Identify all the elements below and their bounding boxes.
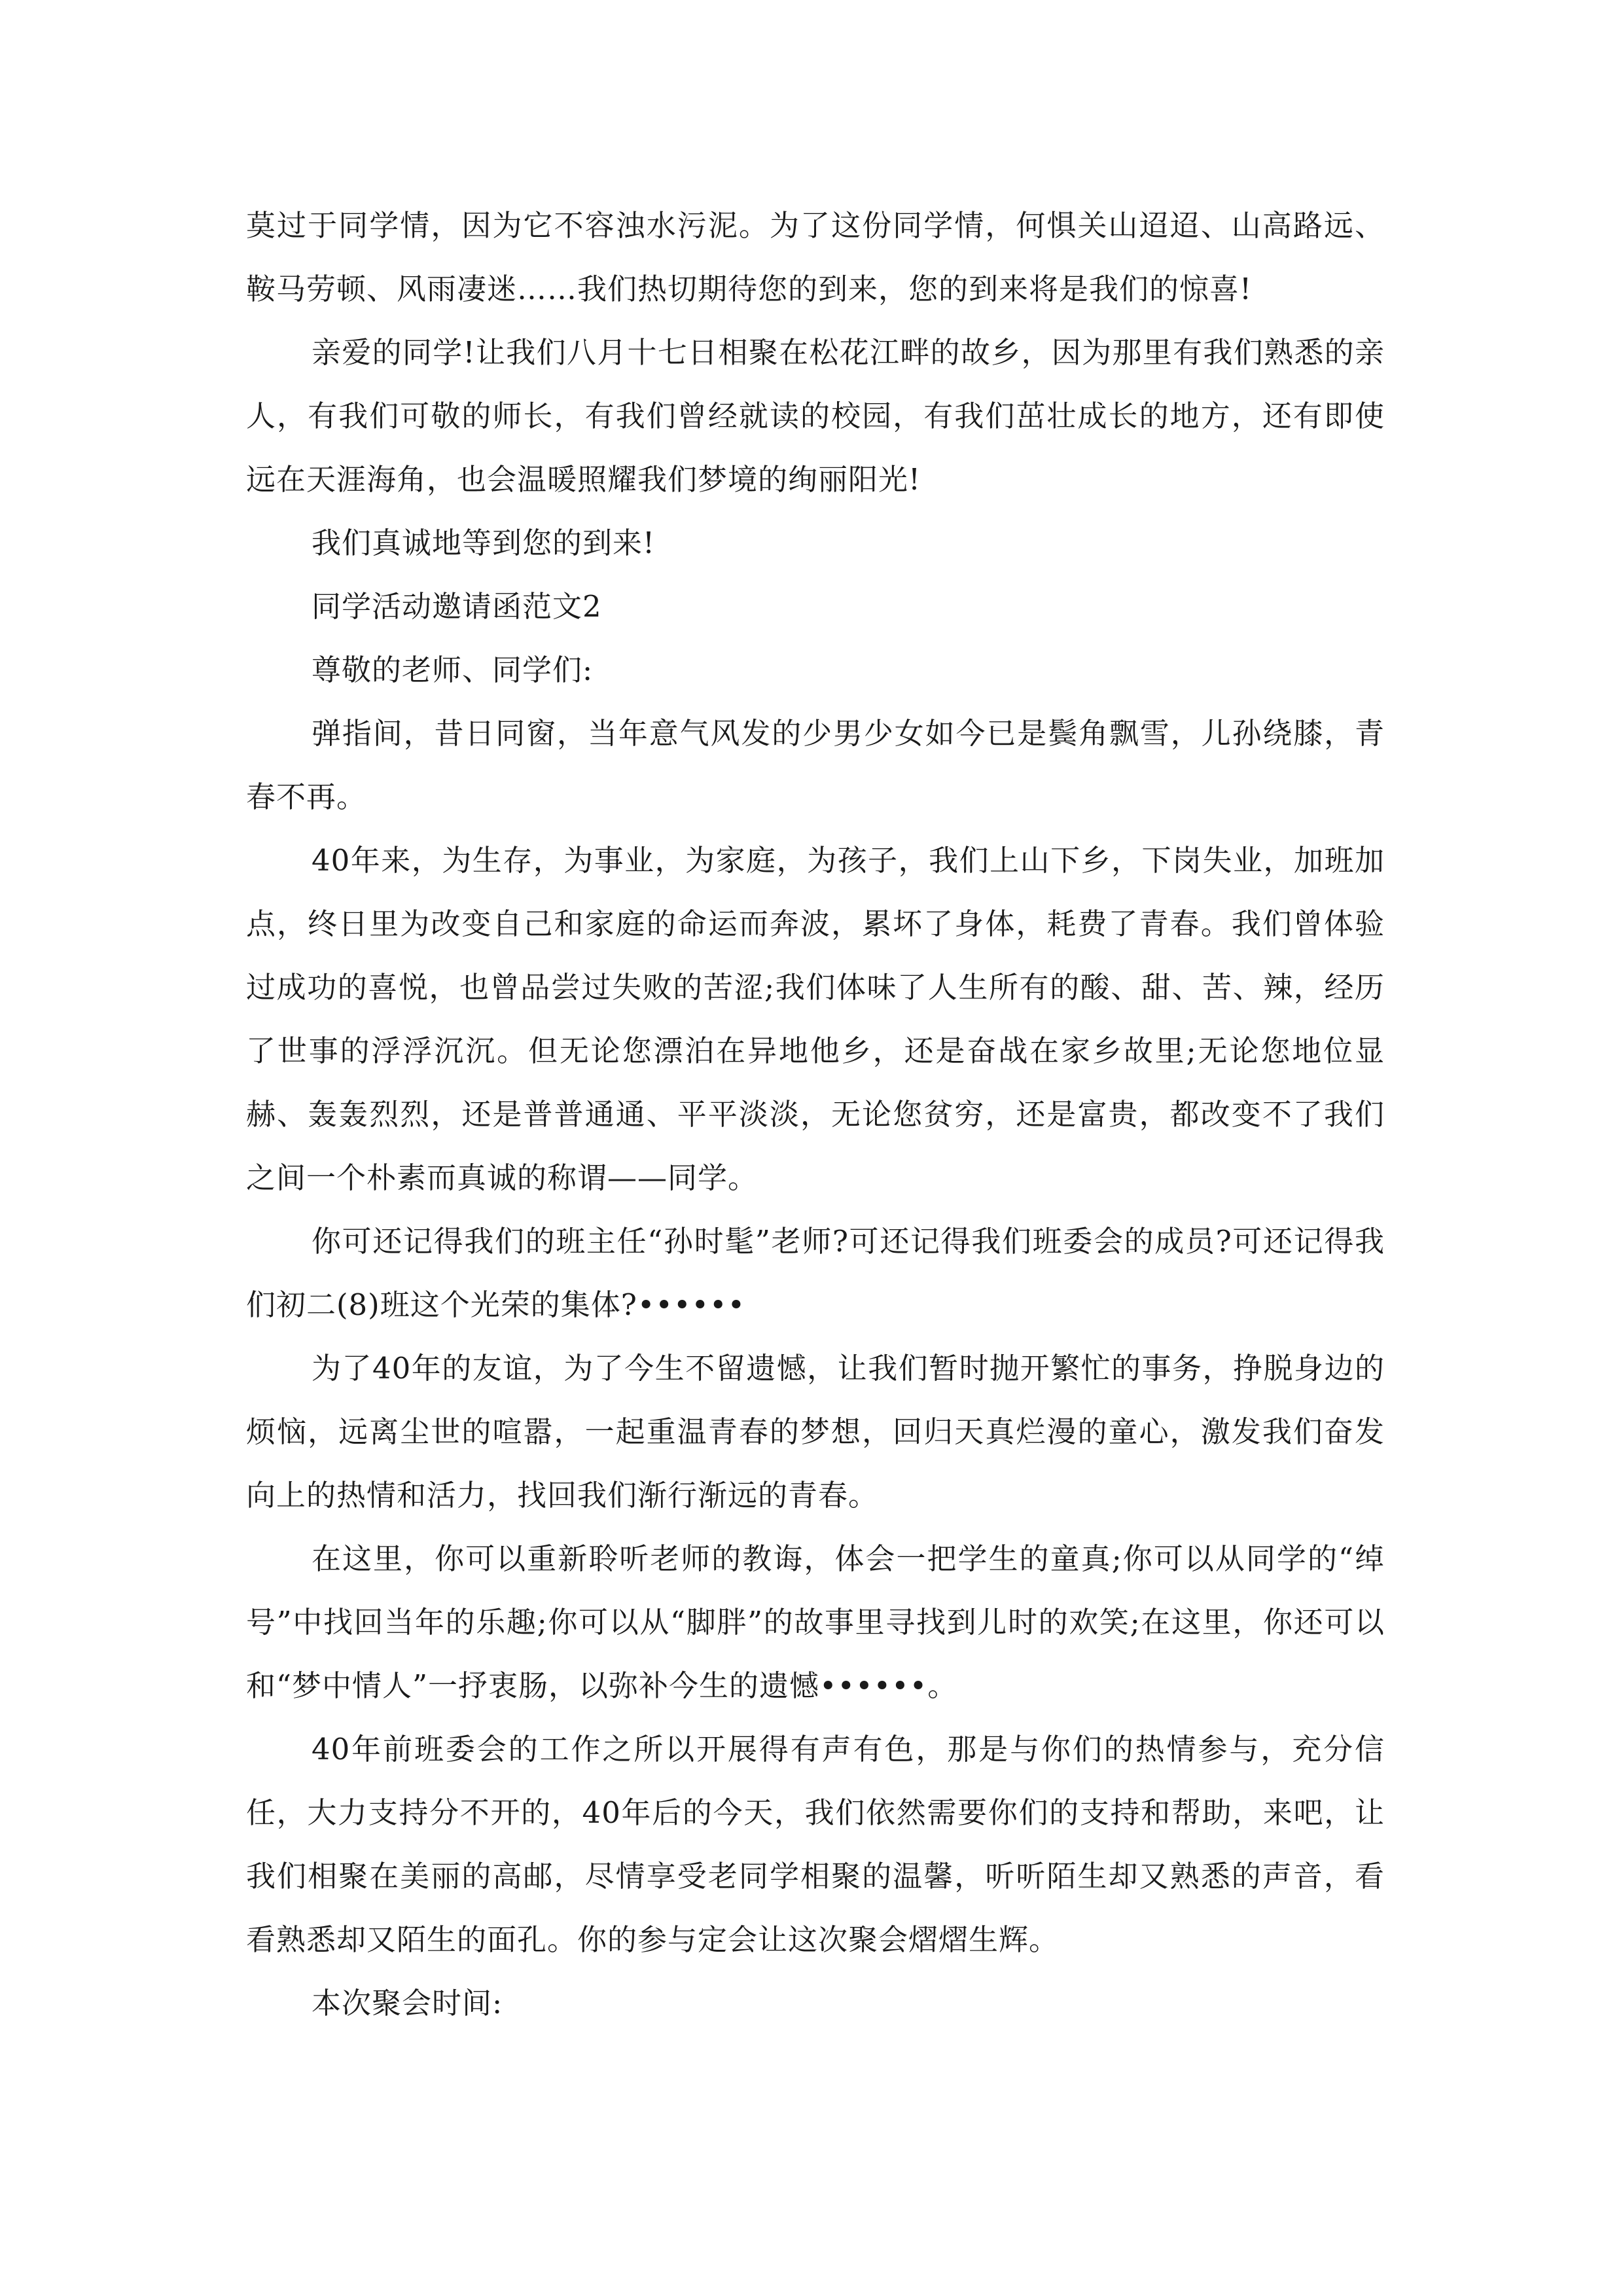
salutation: 尊敬的老师、同学们: xyxy=(312,653,594,687)
document-body xyxy=(246,194,1385,2035)
paragraph-forty-years: 40年来，为生存，为事业，为家庭，为孩子，我们上山下乡，下岗失业，加班加点，终日里为改变自己和家庭的命运而奔波，累坏了身体，耗费了青春。我们曾体验过成功的喜悦，也曾品尝过失败的苦涩;我们体味了人生所有的酸、甜、苦、辣，经历了世事的浮浮沉沉。但无论您漂泊在异地他乡，还是奋战在家乡故里;无论您地位显赫、轰轰烈烈，还是普普通通、平平淡淡，无论您贫穷，还是富贵，都改变不了我们之间一个朴素而真诚的称谓——同学。 xyxy=(246,843,1385,1195)
paragraph-sincere-wait: 我们真诚地等到您的到来! xyxy=(312,526,656,560)
paragraph-committee: 40年前班委会的工作之所以开展得有声有色，那是与你们的热情参与，充分信任，大力支持分不开的，40年后的今天，我们依然需要你们的支持和帮助，来吧，让我们相聚在美丽的高邮，尽情享受老同学相聚的温馨，听听陌生却又熟悉的声音，看看熟悉却又陌生的面孔。你的参与定会让这次聚会熠熠生辉。 xyxy=(246,1732,1385,1957)
section-heading-sample-2: 同学活动邀请函范文2 xyxy=(312,589,602,624)
paragraph-time-flies: 弹指间，昔日同窗，当年意气风发的少男少女如今已是鬓角飘雪，儿孙绕膝，青春不再。 xyxy=(246,716,1385,814)
paragraph-friendship: 为了40年的友谊，为了今生不留遗憾，让我们暂时抛开繁忙的事务，挣脱身边的烦恼，远离尘世的喧嚣，一起重温青春的梦想，回归天真烂漫的童心，激发我们奋发向上的热情和活力，找回我们渐行渐远的青春。 xyxy=(246,1351,1385,1513)
paragraph-remember-teacher: 你可还记得我们的班主任“孙时髦”老师?可还记得我们班委会的成员?可还记得我们初二(8)班这个光荣的集体?•••••• xyxy=(246,1224,1385,1322)
paragraph-reunion-time: 本次聚会时间: xyxy=(312,1986,503,2020)
paragraph-continued: 莫过于同学情，因为它不容浊水污泥。为了这份同学情，何惧关山迢迢、山高路远、鞍马劳顿、风雨凄迷……我们热切期待您的到来，您的到来将是我们的惊喜! xyxy=(246,208,1385,306)
paragraph-invitation: 亲爱的同学!让我们八月十七日相聚在松花江畔的故乡，因为那里有我们熟悉的亲人，有我们可敬的师长，有我们曾经就读的校园，有我们茁壮成长的地方，还有即使远在天涯海角，也会温暖照耀我们梦境的绚丽阳光! xyxy=(246,335,1385,497)
paragraph-here: 在这里，你可以重新聆听老师的教诲，体会一把学生的童真;你可以从同学的“绰号”中找回当年的乐趣;你可以从“脚胖”的故事里寻找到儿时的欢笑;在这里，你还可以和“梦中情人”一抒衷肠，以弥补今生的遗憾••••••。 xyxy=(246,1541,1385,1703)
